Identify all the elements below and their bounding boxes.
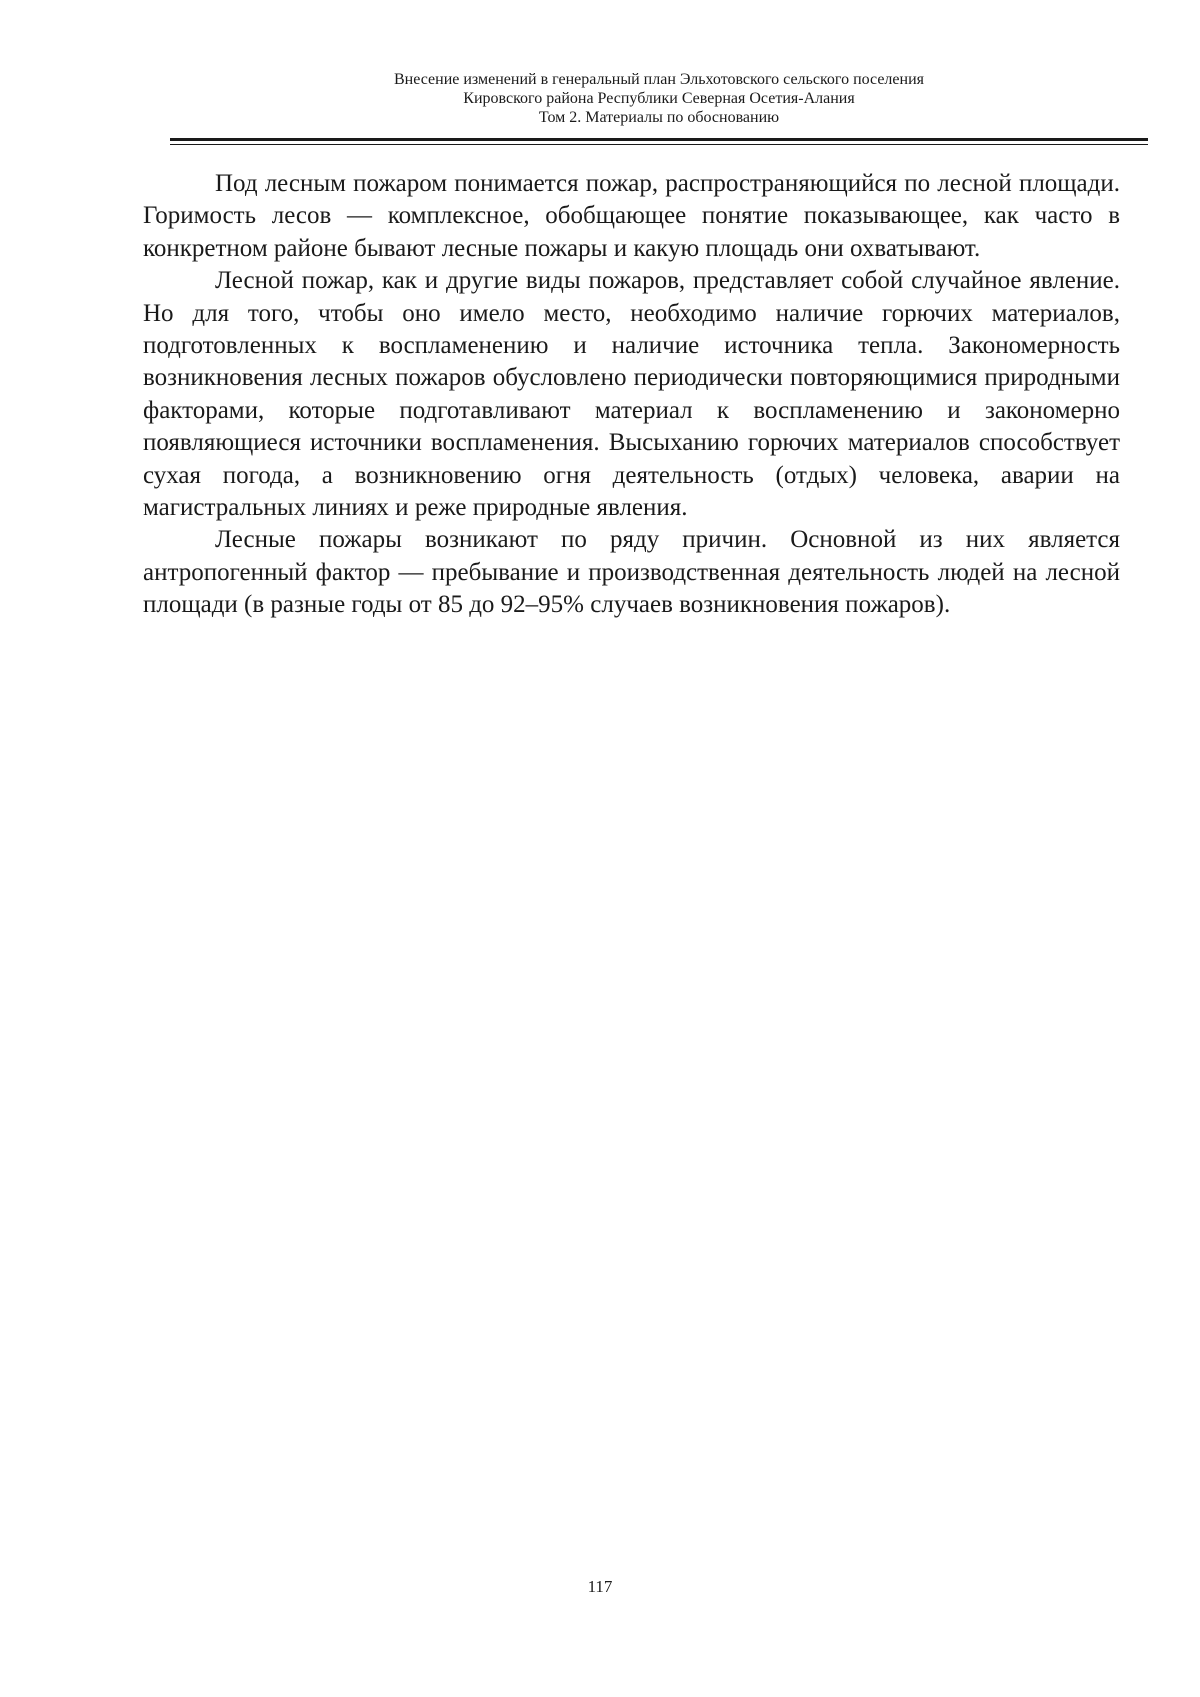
paragraph-1: Под лесным пожаром понимается пожар, распространяющийся по лесной площади. Горимость лесов — комплексное, обобщающее понятие показывающее, как часто в конкретном районе бывают лесные пожары и какую площадь они охватывают. (143, 170, 1120, 262)
header-line-3: Том 2. Материалы по обоснованию (538, 109, 780, 126)
page-number: 117 (587, 1577, 613, 1596)
paragraph-3: Лесные пожары возникают по ряду причин. Основной из них является антропогенный фактор — пребывание и производственная деятельность людей на лесной площади (в разные годы от 85 до 92–95% случаев возникновения пожаров). (143, 526, 1120, 619)
page-header (170, 70, 1148, 127)
header-rule-thin (170, 144, 1148, 145)
header-rule-thick (170, 138, 1148, 141)
header-line-1: Внесение изменений в генеральный план Эльхотовского сельского поселения (394, 71, 924, 88)
header-line-2: Кировского района Республики Северная Осетия-Алания (463, 90, 855, 107)
body-text (143, 168, 1120, 622)
paragraph-2: Лесной пожар, как и другие виды пожаров, представляет собой случайное явление. Но для того, чтобы оно имело место, необходимо наличие горючих материалов, подготовленных к воспламенению и наличие источника тепла. Закономерность возникновения лесных пожаров обусловлено периодически повторяющимися природными факторами, которые подготавливают материал к воспламенению и закономерно появляющиеся источники воспламенения. Высыханию горючих материалов способствует сухая погода, а возникновению огня деятельность (отдых) человека, аварии на магистральных линиях и реже природные явления. (143, 267, 1120, 522)
